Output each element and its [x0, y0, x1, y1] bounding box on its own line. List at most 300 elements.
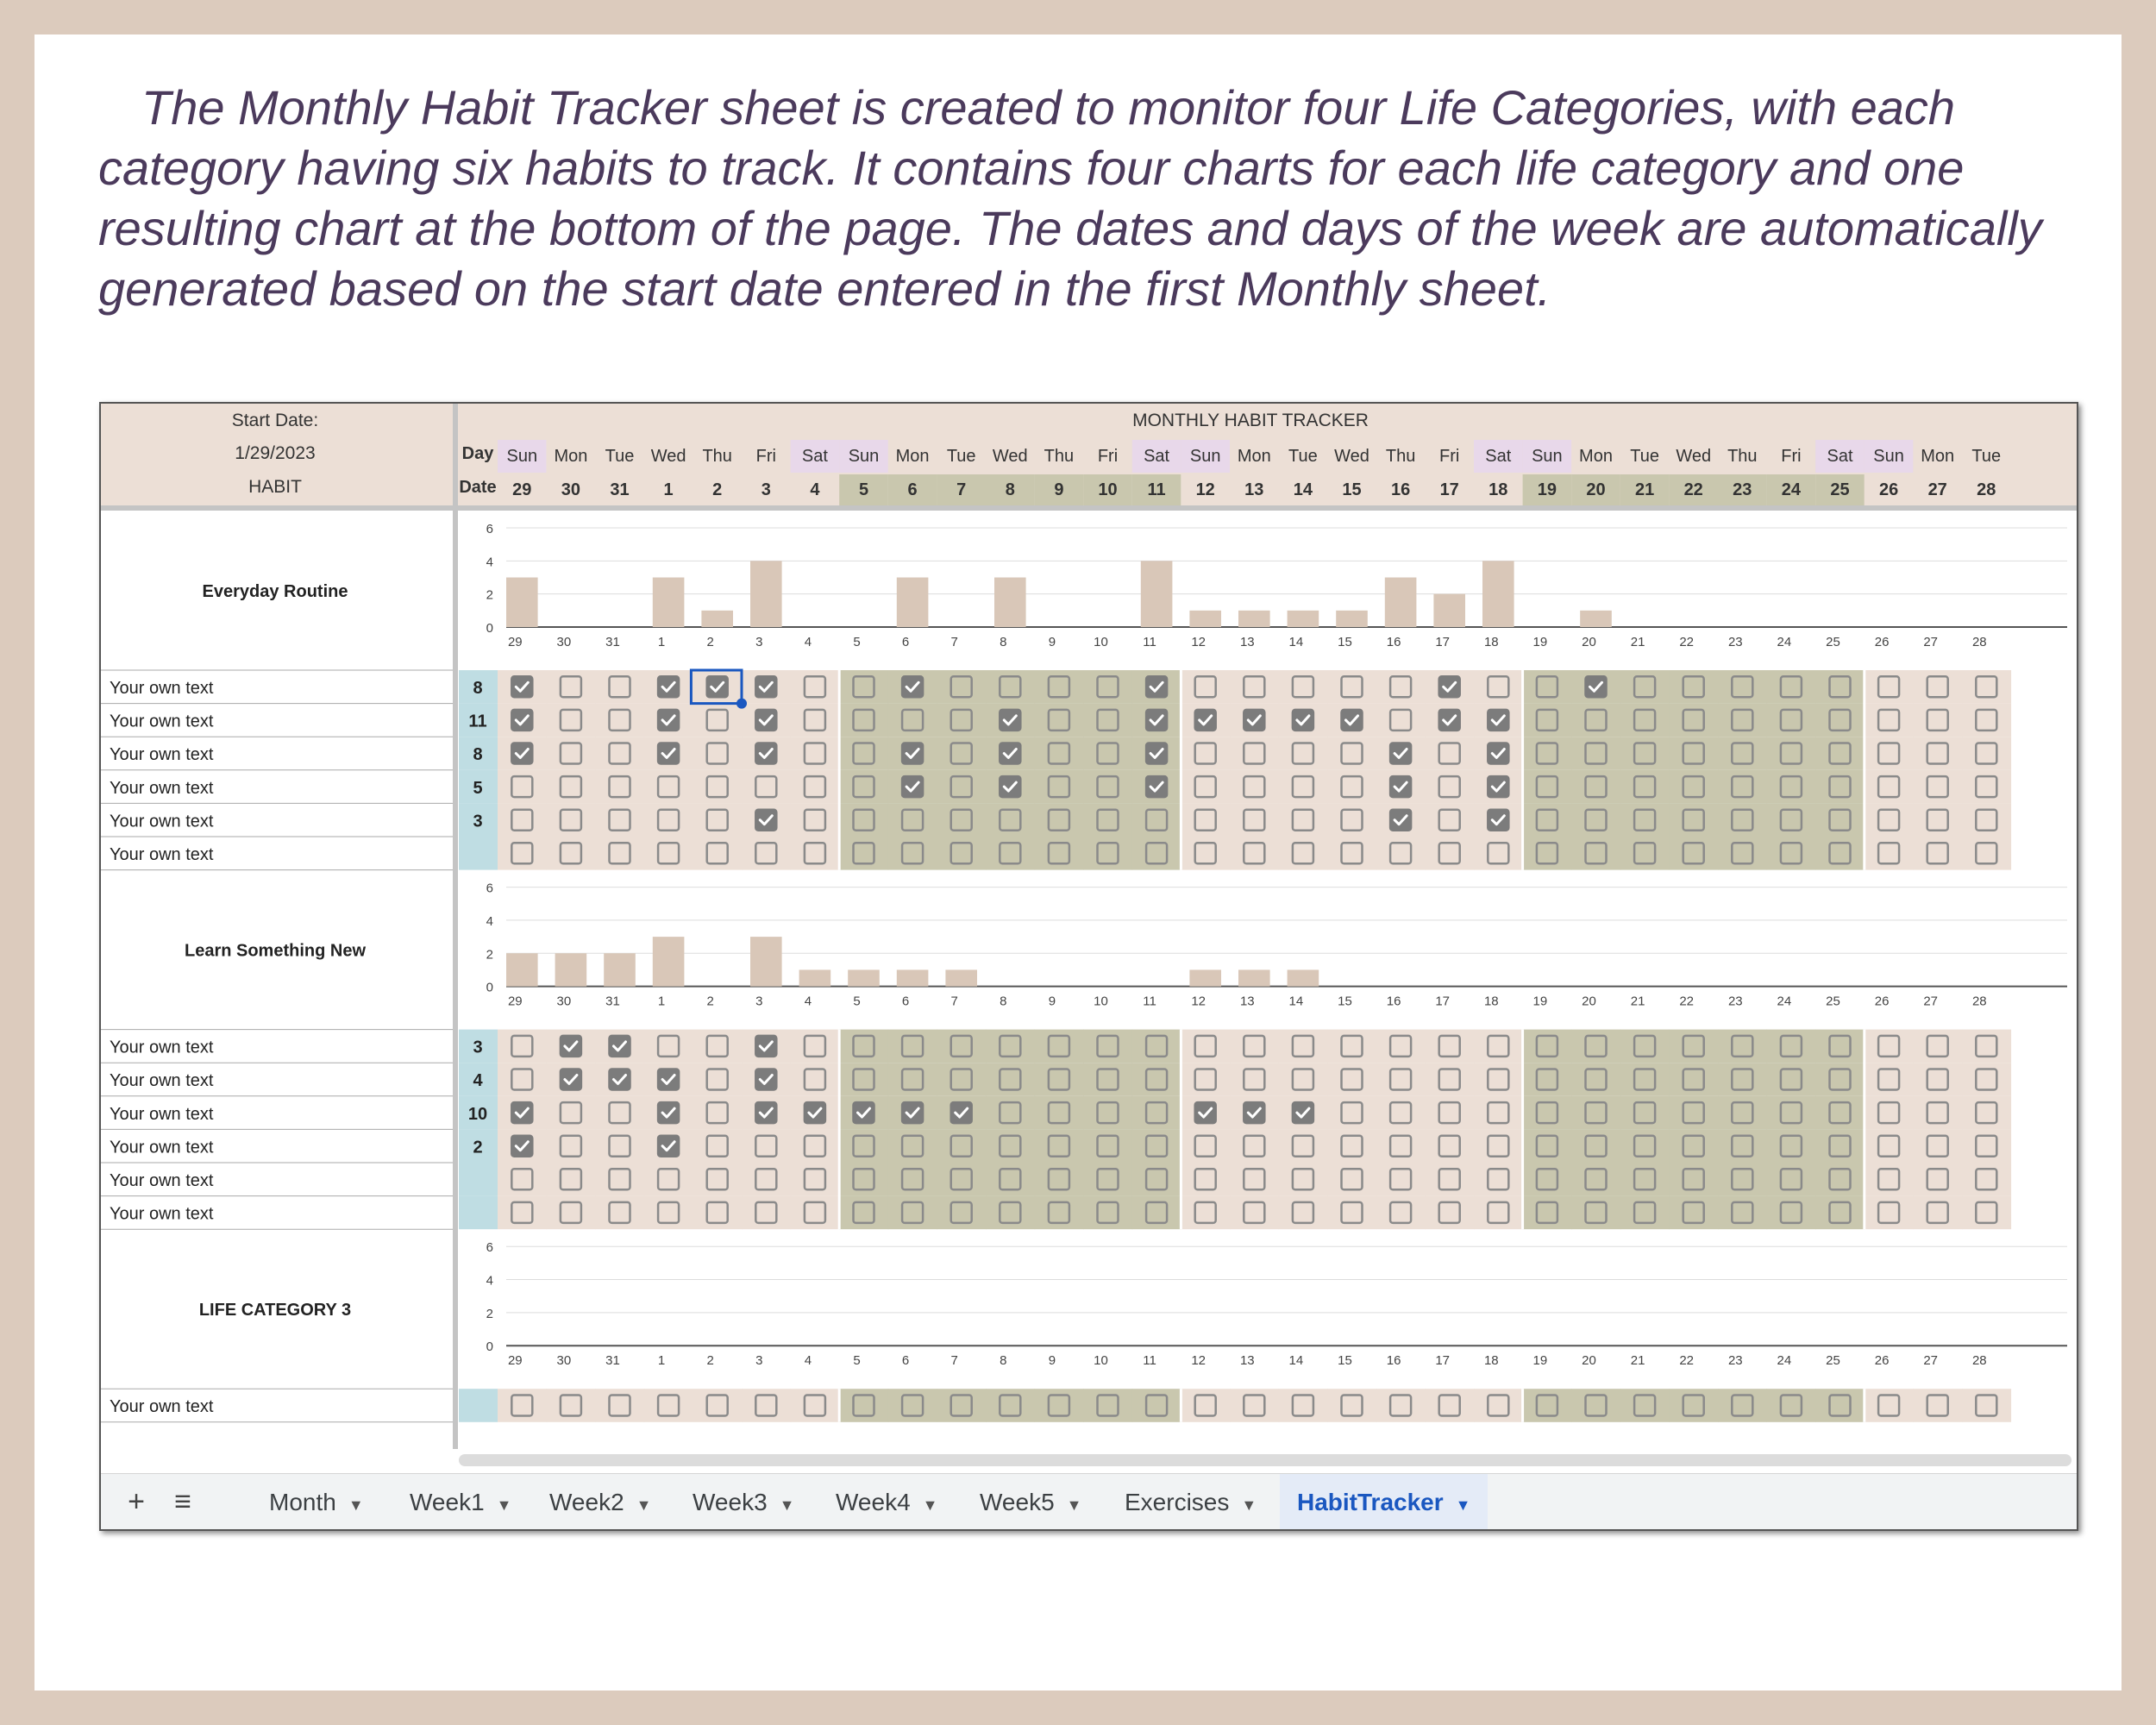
- habit-label: Your own text: [110, 1071, 214, 1091]
- check-cell-bg: [1425, 1196, 1474, 1230]
- x-tick-label: 7: [950, 1353, 958, 1369]
- x-tick-label: 16: [1386, 1353, 1401, 1369]
- day-header: Fri: [1781, 447, 1802, 466]
- date-header: 24: [1781, 480, 1802, 499]
- day-header: Sat: [1485, 447, 1512, 466]
- check-cell-bg: [1425, 1163, 1474, 1196]
- check-cell-bg: [595, 670, 644, 704]
- x-tick-label: 8: [1000, 635, 1007, 649]
- habit-label: Your own text: [110, 679, 214, 698]
- check-cell-bg: [1035, 803, 1084, 837]
- chart-bar: [604, 953, 636, 986]
- check-cell-bg: [1376, 837, 1426, 870]
- date-header: 3: [761, 480, 771, 499]
- y-tick-label: 4: [486, 555, 493, 570]
- x-tick-label: 18: [1483, 635, 1499, 649]
- sheet-tab-week2[interactable]: [532, 1474, 668, 1530]
- check-cell-bg: [547, 1096, 596, 1130]
- check-cell-bg: [595, 837, 644, 870]
- total-cell-bg: [459, 1163, 498, 1196]
- start-date-label: Start Date:: [231, 411, 319, 430]
- check-cell-bg: [498, 1063, 547, 1096]
- check-cell-bg: [1865, 1196, 1914, 1230]
- check-cell-bg: [1132, 1096, 1181, 1130]
- check-cell-bg: [791, 1163, 840, 1196]
- check-cell-bg: [1035, 770, 1084, 804]
- check-cell-bg: [1230, 1389, 1279, 1422]
- sheet-tab-week3[interactable]: [675, 1474, 812, 1530]
- chart-bar: [1141, 561, 1173, 627]
- date-header: 2: [712, 480, 723, 499]
- date-header: 25: [1830, 480, 1850, 499]
- check-cell-bg: [1913, 803, 1962, 837]
- check-cell-bg: [595, 803, 644, 837]
- add-sheet-icon[interactable]: +: [128, 1485, 145, 1518]
- total-cell-bg: [459, 1196, 498, 1230]
- x-tick-label: 30: [556, 635, 572, 649]
- check-cell-bg: [1327, 1030, 1376, 1063]
- check-cell-bg: [693, 737, 742, 770]
- check-cell-bg: [1913, 1196, 1962, 1230]
- all-sheets-menu-icon[interactable]: ≡: [174, 1485, 191, 1518]
- chart-bar: [1336, 611, 1368, 627]
- x-tick-label: 12: [1191, 1353, 1206, 1369]
- check-cell-bg: [1865, 1163, 1914, 1196]
- sheet-tab-bar: [101, 1473, 2077, 1530]
- check-cell-bg: [1181, 1063, 1230, 1096]
- tracker-title: MONTHLY HABIT TRACKER: [1132, 411, 1369, 430]
- check-cell-bg: [791, 1389, 840, 1422]
- check-cell-bg: [1523, 704, 1572, 737]
- check-cell-bg: [1571, 737, 1620, 770]
- check-cell-bg: [1083, 803, 1132, 837]
- habit-total: 10: [467, 1104, 488, 1124]
- check-cell-bg: [1718, 1129, 1767, 1163]
- check-cell-bg: [1669, 1129, 1718, 1163]
- date-header: 4: [810, 480, 820, 499]
- x-tick-label: 24: [1777, 994, 1792, 1009]
- check-cell-bg: [1279, 1030, 1328, 1063]
- x-tick-label: 15: [1338, 1353, 1352, 1369]
- y-tick-label: 0: [486, 980, 493, 995]
- chart-bar: [750, 561, 782, 627]
- check-cell-bg: [1767, 1389, 1816, 1422]
- check-cell-bg: [839, 803, 888, 837]
- chart-bar: [848, 969, 880, 986]
- check-cell-bg: [791, 670, 840, 704]
- date-header: 23: [1733, 480, 1752, 499]
- date-header: 31: [610, 480, 630, 499]
- check-cell-bg: [1425, 737, 1474, 770]
- check-cell-bg: [1279, 1389, 1328, 1422]
- check-cell-bg: [693, 704, 742, 737]
- day-header: Sun: [1532, 447, 1563, 466]
- check-cell-bg: [1962, 737, 2011, 770]
- check-cell-bg: [498, 837, 547, 870]
- y-tick-label: 2: [486, 1306, 493, 1321]
- check-cell-bg: [839, 1129, 888, 1163]
- check-cell-bg: [1474, 1030, 1523, 1063]
- chart-bar: [1288, 969, 1319, 986]
- day-header: Mon: [1921, 447, 1955, 466]
- check-cell-bg: [1474, 1096, 1523, 1130]
- check-cell-bg: [693, 837, 742, 870]
- check-cell-bg: [693, 1063, 742, 1096]
- x-tick-label: 17: [1435, 1353, 1451, 1369]
- check-cell-bg: [791, 1030, 840, 1063]
- check-cell-bg: [1913, 1030, 1962, 1063]
- check-cell-bg: [1669, 1096, 1718, 1130]
- caret-down-icon[interactable]: ▼: [1241, 1496, 1257, 1514]
- check-cell-bg: [1718, 1096, 1767, 1130]
- x-tick-label: 26: [1874, 1353, 1890, 1369]
- check-cell-bg: [644, 770, 693, 804]
- day-header: Sat: [1827, 447, 1853, 466]
- habit-total: 4: [473, 1071, 483, 1091]
- chart-bar: [1189, 969, 1221, 986]
- check-cell-bg: [1083, 704, 1132, 737]
- sheet-tab-label: HabitTracker: [1297, 1489, 1444, 1515]
- check-cell-bg: [1767, 1096, 1816, 1130]
- check-cell-bg: [1865, 737, 1914, 770]
- check-cell-bg: [937, 1389, 986, 1422]
- check-cell-bg: [1718, 737, 1767, 770]
- x-tick-label: 2: [706, 994, 714, 1009]
- x-tick-label: 3: [755, 635, 763, 649]
- check-cell-bg: [693, 1196, 742, 1230]
- check-cell-bg: [547, 837, 596, 870]
- check-cell-bg: [1718, 1196, 1767, 1230]
- check-cell-bg: [937, 670, 986, 704]
- check-cell-bg: [1669, 1030, 1718, 1063]
- check-cell-bg: [1132, 1129, 1181, 1163]
- y-tick-label: 2: [486, 947, 493, 963]
- sheet-tab-week1[interactable]: [392, 1474, 529, 1530]
- caret-down-icon[interactable]: ▼: [496, 1496, 512, 1514]
- x-tick-label: 20: [1582, 635, 1596, 649]
- check-cell-bg: [986, 1389, 1035, 1422]
- check-cell-bg: [1327, 1063, 1376, 1096]
- check-cell-bg: [839, 1063, 888, 1096]
- chart-bar: [653, 937, 685, 987]
- x-tick-label: 15: [1338, 994, 1352, 1009]
- check-cell-bg: [1571, 1389, 1620, 1422]
- x-tick-label: 11: [1143, 994, 1156, 1009]
- day-header: Wed: [650, 447, 686, 466]
- check-cell-bg: [1815, 1389, 1865, 1422]
- sheet-tab-month[interactable]: [252, 1474, 381, 1530]
- caret-down-icon[interactable]: ▼: [636, 1496, 652, 1514]
- check-cell-bg: [1425, 1389, 1474, 1422]
- check-cell-bg: [1083, 1129, 1132, 1163]
- check-cell-bg: [1865, 1389, 1914, 1422]
- check-cell-bg: [1913, 670, 1962, 704]
- x-tick-label: 15: [1338, 635, 1352, 649]
- check-cell-bg: [1083, 1096, 1132, 1130]
- x-tick-label: 31: [605, 994, 620, 1009]
- date-header: 1: [663, 480, 674, 499]
- habit-label: Your own text: [110, 712, 214, 731]
- check-cell-bg: [1718, 704, 1767, 737]
- check-cell-bg: [1620, 803, 1670, 837]
- check-cell-bg: [1132, 837, 1181, 870]
- check-cell-bg: [1865, 770, 1914, 804]
- date-header: 21: [1634, 480, 1655, 499]
- sheet-tab-exercises[interactable]: [1107, 1474, 1274, 1530]
- check-cell-bg: [1181, 1389, 1230, 1422]
- check-cell-bg: [693, 1163, 742, 1196]
- sheet-tab-label: Week3: [693, 1489, 768, 1515]
- x-tick-label: 5: [853, 994, 861, 1009]
- check-cell-bg: [1327, 1096, 1376, 1130]
- check-cell-bg: [888, 1030, 937, 1063]
- check-cell-bg: [547, 770, 596, 804]
- y-tick-label: 4: [486, 913, 493, 929]
- check-cell-bg: [644, 1163, 693, 1196]
- day-header: Fri: [1439, 447, 1460, 466]
- x-tick-label: 31: [605, 635, 620, 649]
- caret-down-icon[interactable]: ▼: [779, 1496, 795, 1514]
- check-cell-bg: [1815, 837, 1865, 870]
- check-cell-bg: [986, 1163, 1035, 1196]
- sheet-tab-label: Exercises: [1125, 1489, 1230, 1515]
- check-cell-bg: [1181, 1030, 1230, 1063]
- habit-total: 8: [473, 679, 483, 698]
- caret-down-icon[interactable]: ▼: [922, 1496, 938, 1514]
- check-cell-bg: [1035, 1096, 1084, 1130]
- check-cell-bg: [742, 1196, 791, 1230]
- x-tick-label: 27: [1923, 1353, 1939, 1369]
- sheet-tab-label: Week4: [836, 1489, 911, 1515]
- check-cell-bg: [595, 1096, 644, 1130]
- date-header: 18: [1489, 480, 1508, 499]
- check-cell-bg: [1571, 704, 1620, 737]
- day-header: Mon: [1237, 447, 1271, 466]
- check-cell-bg: [1669, 803, 1718, 837]
- day-header: Wed: [1676, 447, 1712, 466]
- total-cell-bg: [459, 1389, 498, 1422]
- check-cell-bg: [839, 670, 888, 704]
- check-cell-bg: [888, 704, 937, 737]
- chart-bar: [1288, 611, 1319, 627]
- section-3: [101, 1240, 2067, 1422]
- date-header: 17: [1439, 480, 1459, 499]
- check-cell-bg: [1425, 1063, 1474, 1096]
- check-cell-bg: [1376, 670, 1426, 704]
- date-header: 11: [1147, 480, 1166, 499]
- check-cell-bg: [1083, 737, 1132, 770]
- check-cell-bg: [1425, 770, 1474, 804]
- total-cell-bg: [459, 837, 498, 870]
- check-cell-bg: [1083, 770, 1132, 804]
- check-cell-bg: [1083, 670, 1132, 704]
- check-cell-bg: [1913, 837, 1962, 870]
- check-cell-bg: [1230, 1030, 1279, 1063]
- check-cell-bg: [937, 1063, 986, 1096]
- check-cell-bg: [888, 1196, 937, 1230]
- check-cell-bg: [498, 1196, 547, 1230]
- check-cell-bg: [742, 837, 791, 870]
- day-header: Tue: [946, 447, 976, 466]
- x-tick-label: 6: [901, 994, 910, 1009]
- check-cell-bg: [986, 837, 1035, 870]
- check-cell-bg: [791, 1129, 840, 1163]
- date-header: 30: [561, 480, 581, 499]
- check-cell-bg: [839, 1389, 888, 1422]
- x-tick-label: 27: [1923, 635, 1939, 649]
- sheet-tab-week5[interactable]: [962, 1474, 1099, 1530]
- day-header: Wed: [1334, 447, 1369, 466]
- x-tick-label: 22: [1679, 635, 1695, 649]
- check-cell-bg: [1474, 1129, 1523, 1163]
- check-cell-bg: [1767, 837, 1816, 870]
- check-cell-bg: [986, 1129, 1035, 1163]
- x-tick-label: 17: [1435, 635, 1451, 649]
- x-tick-label: 21: [1630, 1353, 1645, 1369]
- check-cell-bg: [498, 770, 547, 804]
- check-cell-bg: [1230, 1063, 1279, 1096]
- check-cell-bg: [1523, 1096, 1572, 1130]
- check-cell-bg: [888, 837, 937, 870]
- x-tick-label: 30: [556, 1353, 572, 1369]
- check-cell-bg: [1327, 1163, 1376, 1196]
- day-header: Thu: [1044, 447, 1075, 466]
- x-tick-label: 5: [853, 635, 861, 649]
- x-tick-label: 7: [950, 635, 958, 649]
- check-cell-bg: [1181, 1196, 1230, 1230]
- check-cell-bg: [1035, 670, 1084, 704]
- intro-paragraph: The Monthly Habit Tracker sheet is created to monitor four Life Categories, with each category having six habits to track. It contains four charts for each life category and one resulting chart at the bottom of the page. The dates and days of the week are automatically generated based on the start date entered in the first Monthly sheet.: [98, 80, 2042, 316]
- check-cell-bg: [1962, 704, 2011, 737]
- caret-down-icon[interactable]: ▼: [348, 1496, 364, 1514]
- check-cell-bg: [1132, 1163, 1181, 1196]
- check-cell-bg: [1523, 737, 1572, 770]
- habit-total: 2: [473, 1138, 483, 1157]
- check-cell-bg: [1083, 1389, 1132, 1422]
- caret-down-icon[interactable]: ▼: [1455, 1496, 1471, 1514]
- check-cell-bg: [1669, 670, 1718, 704]
- frozen-column-divider: [453, 404, 458, 1473]
- check-cell-bg: [1865, 837, 1914, 870]
- date-header: 15: [1342, 480, 1362, 499]
- check-cell-bg: [1474, 670, 1523, 704]
- habit-label: Your own text: [110, 1171, 214, 1190]
- check-cell-bg: [1669, 737, 1718, 770]
- x-tick-label: 10: [1094, 1353, 1108, 1369]
- habit-label: Your own text: [110, 845, 214, 864]
- check-cell-bg: [595, 1129, 644, 1163]
- check-cell-bg: [937, 1030, 986, 1063]
- check-cell-bg: [1620, 1063, 1670, 1096]
- date-header: 13: [1244, 480, 1264, 499]
- check-cell-bg: [1718, 803, 1767, 837]
- caret-down-icon[interactable]: ▼: [1066, 1496, 1082, 1514]
- check-cell-bg: [1571, 1030, 1620, 1063]
- sheet-tab-week4[interactable]: [818, 1474, 955, 1530]
- date-header: 29: [512, 480, 532, 499]
- check-cell-bg: [1620, 1129, 1670, 1163]
- x-tick-label: 7: [950, 994, 958, 1009]
- x-tick-label: 13: [1239, 994, 1255, 1009]
- check-cell-bg: [888, 1063, 937, 1096]
- check-cell-bg: [1132, 1063, 1181, 1096]
- day-header: Tue: [1630, 447, 1659, 466]
- check-cell-bg: [1230, 1129, 1279, 1163]
- x-tick-label: 20: [1582, 994, 1596, 1009]
- x-tick-label: 5: [853, 1353, 861, 1369]
- check-cell-bg: [791, 1063, 840, 1096]
- chart-bar: [506, 953, 538, 986]
- check-cell-bg: [644, 837, 693, 870]
- x-tick-label: 22: [1679, 1353, 1695, 1369]
- check-cell-bg: [1962, 670, 2011, 704]
- check-cell-bg: [1620, 670, 1670, 704]
- check-cell-bg: [1376, 704, 1426, 737]
- x-tick-label: 10: [1094, 635, 1108, 649]
- check-cell-bg: [1376, 1389, 1426, 1422]
- date-header: 7: [956, 480, 967, 499]
- x-tick-label: 4: [804, 1353, 812, 1369]
- check-cell-bg: [1962, 803, 2011, 837]
- y-tick-label: 4: [486, 1273, 493, 1289]
- check-cell-bg: [937, 770, 986, 804]
- horizontal-scrollbar: [459, 1454, 2071, 1466]
- check-cell-bg: [1962, 1096, 2011, 1130]
- check-cell-bg: [1279, 1063, 1328, 1096]
- check-cell-bg: [1865, 1129, 1914, 1163]
- date-header: 19: [1537, 480, 1557, 499]
- frozen-row-divider: [101, 505, 2077, 511]
- check-cell-bg: [1815, 1163, 1865, 1196]
- day-header: Sun: [848, 447, 880, 466]
- check-cell-bg: [1523, 1389, 1572, 1422]
- habit-total: 3: [473, 1038, 483, 1057]
- check-cell-bg: [1181, 803, 1230, 837]
- check-cell-bg: [1620, 1030, 1670, 1063]
- check-cell-bg: [1083, 1163, 1132, 1196]
- check-cell-bg: [547, 1389, 596, 1422]
- check-cell-bg: [1865, 670, 1914, 704]
- day-header: Sun: [506, 447, 538, 466]
- check-cell-bg: [839, 704, 888, 737]
- check-cell-bg: [1279, 803, 1328, 837]
- chart-bar: [1482, 561, 1514, 627]
- check-cell-bg: [1230, 670, 1279, 704]
- check-cell-bg: [1913, 770, 1962, 804]
- check-cell-bg: [644, 1196, 693, 1230]
- check-cell-bg: [937, 1163, 986, 1196]
- y-tick-label: 0: [486, 621, 493, 636]
- date-header: 16: [1390, 480, 1411, 499]
- check-cell-bg: [1376, 1063, 1426, 1096]
- x-tick-label: 12: [1191, 994, 1206, 1009]
- check-cell-bg: [595, 1389, 644, 1422]
- check-cell-bg: [1815, 1030, 1865, 1063]
- x-tick-label: 28: [1971, 1353, 1987, 1369]
- x-tick-label: 14: [1288, 994, 1304, 1009]
- sheet-tab-habittracker[interactable]: [1280, 1474, 1488, 1530]
- check-cell-bg: [1425, 1096, 1474, 1130]
- check-cell-bg: [1181, 1129, 1230, 1163]
- day-header: Mon: [895, 447, 930, 466]
- x-tick-label: 23: [1727, 994, 1743, 1009]
- check-cell-bg: [1181, 1163, 1230, 1196]
- x-tick-label: 26: [1874, 635, 1890, 649]
- chart-bar: [1189, 611, 1221, 627]
- check-cell-bg: [1523, 1196, 1572, 1230]
- check-cell-bg: [1718, 1063, 1767, 1096]
- spreadsheet-window: [99, 402, 2078, 1531]
